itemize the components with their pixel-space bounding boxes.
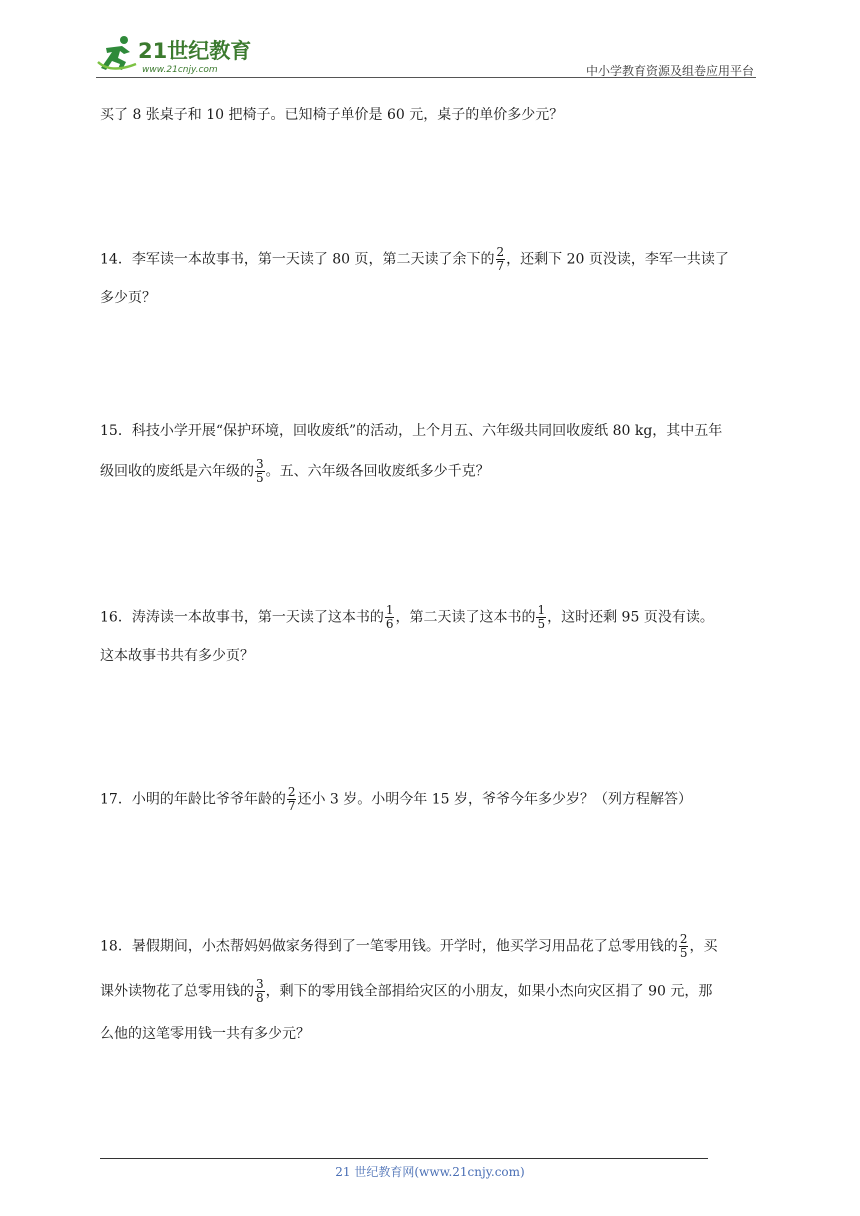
fraction-denominator: 7 (287, 799, 296, 813)
fraction-denominator: 5 (537, 617, 546, 631)
question-16-text-c: ，这时还剩 95 页没有读。 (547, 609, 714, 626)
question-15-text-b: 级回收的废纸是六年级的 (100, 463, 254, 480)
fraction-denominator: 8 (256, 991, 264, 1005)
fraction-denominator: 6 (385, 617, 394, 631)
header-rule (96, 77, 756, 78)
logo-text: 21世纪教育 (138, 39, 252, 63)
question-16-text-a: 16．涛涛读一本故事书，第一天读了这本书的 (100, 609, 384, 626)
question-17-text-b: 还小 3 岁。小明今年 15 岁，爷爷今年多少岁？（列方程解答） (297, 791, 692, 808)
fraction-1-5 (536, 604, 546, 631)
question-17-line-1 (100, 786, 692, 813)
question-15-text-c: 。五、六年级各回收废纸多少千克？ (265, 463, 490, 480)
question-14-line-1 (100, 246, 729, 273)
fraction-numerator: 3 (256, 977, 264, 991)
question-18-text-a: 18．暑假期间，小杰帮妈妈做家务得到了一笔零用钱。开学时，他买学习用品花了总零用钱的 (100, 938, 678, 955)
question-15-line-2 (100, 458, 490, 485)
fraction-2-7 (287, 786, 297, 813)
question-18-text-b: ，买 (689, 938, 718, 955)
footer-link[interactable]: 21 世纪教育网(www.21cnjy.com) (335, 1165, 525, 1179)
question-17-text-a: 17．小明的年龄比爷爷年龄的 (100, 791, 286, 808)
logo-url: www.21cnjy.com (142, 65, 218, 75)
fraction-numerator: 3 (256, 457, 264, 471)
fraction-numerator: 2 (287, 785, 296, 799)
fraction-numerator: 1 (537, 603, 546, 617)
question-18-line-3: 么他的这笔零用钱一共有多少元？ (100, 1026, 310, 1042)
fraction-denominator: 5 (679, 946, 688, 960)
question-16-line-2: 这本故事书共有多少页？ (100, 648, 254, 664)
fraction-2-7 (496, 246, 506, 273)
page-header (96, 30, 756, 80)
question-18-line-1 (100, 933, 717, 960)
fraction-numerator: 2 (679, 932, 688, 946)
question-16-line-1 (100, 604, 714, 631)
footer-rule (100, 1158, 708, 1159)
fraction-3-5 (255, 458, 265, 485)
fraction-2-5 (679, 933, 689, 960)
fraction-numerator: 1 (385, 603, 394, 617)
question-18-text-c: 课外读物花了总零用钱的 (100, 983, 254, 1000)
fraction-3-8 (255, 978, 265, 1005)
question-18-text-d: ，剩下的零用钱全部捐给灾区的小朋友，如果小杰向灾区捐了 90 元，那 (265, 983, 713, 1000)
fraction-1-6 (385, 604, 395, 631)
question-14-text-a: 14．李军读一本故事书，第一天读了 80 页，第二天读了余下的 (100, 251, 495, 268)
logo-21cnjy (96, 34, 266, 76)
running-figure-icon (98, 36, 136, 70)
question-16-text-b: ，第二天读了这本书的 (395, 609, 536, 626)
question-18-line-2 (100, 978, 712, 1005)
fraction-numerator: 2 (496, 245, 505, 259)
fraction-denominator: 7 (496, 259, 505, 273)
question-13-continuation: 买了 8 张桌子和 10 把椅子。已知椅子单价是 60 元，桌子的单价多少元？ (100, 107, 564, 123)
fraction-denominator: 5 (256, 471, 264, 485)
question-15-line-1: 15．科技小学开展“保护环境，回收废纸”的活动，上个月五、六年级共同回收废纸 80 kg，其中五年 (100, 423, 723, 439)
question-14-line-2: 多少页？ (100, 290, 156, 306)
question-14-text-b: ，还剩下 20 页没读，李军一共读了 (506, 251, 729, 268)
platform-name: 中小学教育资源及组卷应用平台 (585, 64, 754, 78)
